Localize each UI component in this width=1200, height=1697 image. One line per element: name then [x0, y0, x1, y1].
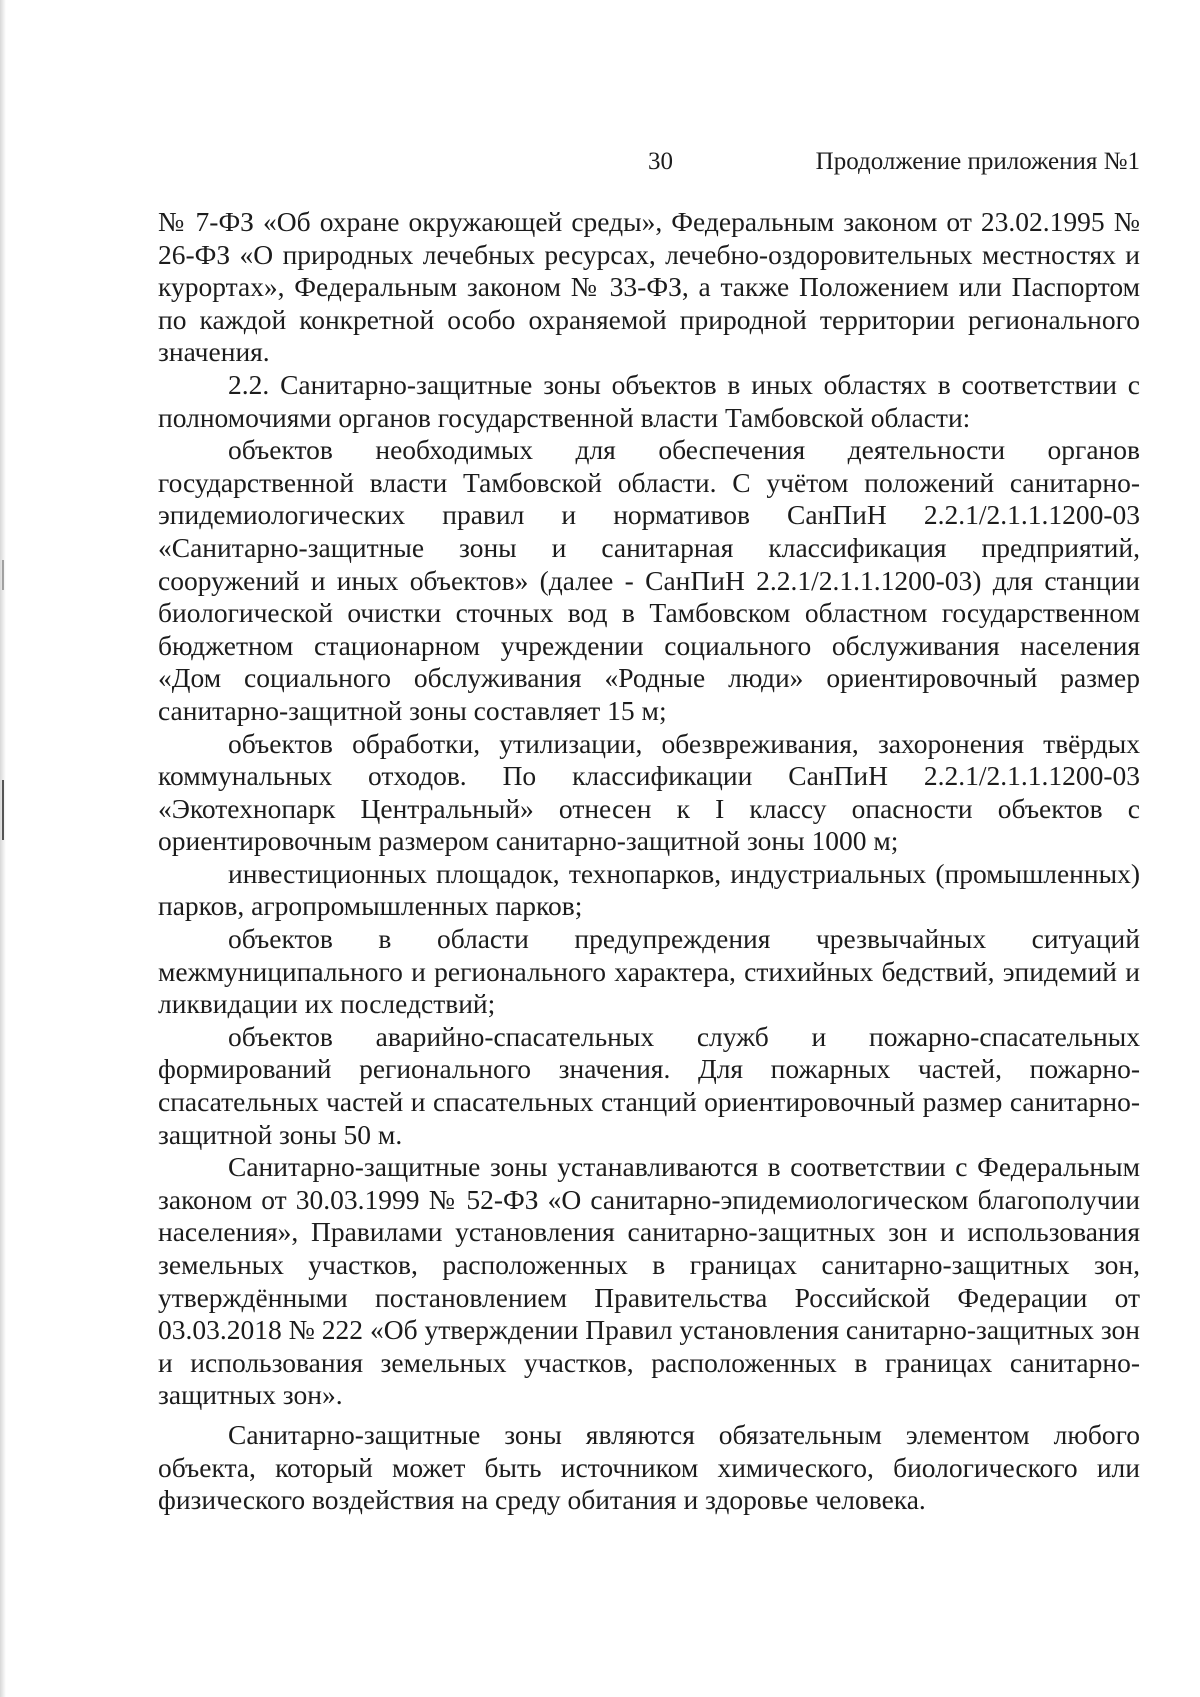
paragraph: Санитарно-защитные зоны являются обязательным элементом любого объекта, который может быть источником химического, биологического или физического воздействия на среду обитания и здоровье человека.: [158, 1418, 1140, 1516]
scan-edge: [0, 0, 6, 1697]
scan-artifact: [2, 780, 4, 840]
paragraph: № 7-ФЗ «Об охране окружающей среды», Федеральным законом от 23.02.1995 № 26-ФЗ «О природных лечебных ресурсах, лечебно-оздоровительных местностях и курортах», Федеральным законом № 33-ФЗ, а также Положением или Паспортом по каждой конкретной особо охраняемой природной территории регионального значения.: [158, 206, 1140, 368]
list-item: объектов аварийно-спасательных служб и пожарно-спасательных формирований регионального значения. Для пожарных частей, пожарно-спасательных частей и спасательных станций ориентировочный размер санитарно-защитной зоны 50 м.: [158, 1020, 1140, 1150]
list-item: объектов обработки, утилизации, обезвреживания, захоронения твёрдых коммунальных отходов. По классификации СанПиН 2.2.1/2.1.1.1200-03 «Экотехнопарк Центральный» отнесен к I классу опасности объектов с ориентировочным размером санитарно-защитной зоны 1000 м;: [158, 727, 1140, 857]
header-caption: Продолжение приложения №1: [815, 148, 1140, 175]
list-item: объектов в области предупреждения чрезвычайных ситуаций межмуниципального и регионального характера, стихийных бедствий, эпидемий и ликвидации их последствий;: [158, 923, 1140, 1020]
page-header: [158, 148, 1140, 184]
scan-artifact: [2, 560, 4, 590]
document-body: [158, 206, 1140, 1517]
paragraph: 2.2. Санитарно-защитные зоны объектов в иных областях в соответствии с полномочиями органов государственной власти Тамбовской области:: [158, 368, 1140, 433]
list-item: объектов необходимых для обеспечения деятельности органов государственной власти Тамбовской области. С учётом положений санитарно-эпидемиологических правил и нормативов СанПиН 2.2.1/2.1.1.1200-03 «Санитарно-защитные зоны и санитарная классификация предприятий, сооружений и иных объектов» (далее - СанПиН 2.2.1/2.1.1.1200-03) для станции биологической очистки сточных вод в Тамбовском областном государственном бюджетном стационарном учреждении социального обслуживания населения «Дом социального обслуживания «Родные люди» ориентировочный размер санитарно-защитной зоны составляет 15 м;: [158, 434, 1140, 726]
paragraph-spacer: [158, 1412, 1140, 1419]
page-number: 30: [648, 148, 673, 175]
list-item: инвестиционных площадок, технопарков, индустриальных (промышленных) парков, агропромышленных парков;: [158, 857, 1140, 922]
paragraph: Санитарно-защитные зоны устанавливаются в соответствии с Федеральным законом от 30.03.1999 № 52-ФЗ «О санитарно-эпидемиологическом благополучии населения», Правилами установления санитарно-защитных зон и использования земельных участков, расположенных в границах санитарно-защитных зон, утверждёнными постановлением Правительства Российской Федерации от 03.03.2018 № 222 «Об утверждении Правил установления санитарно-защитных зон и использования земельных участков, расположенных в границах санитарно-защитных зон».: [158, 1151, 1140, 1411]
